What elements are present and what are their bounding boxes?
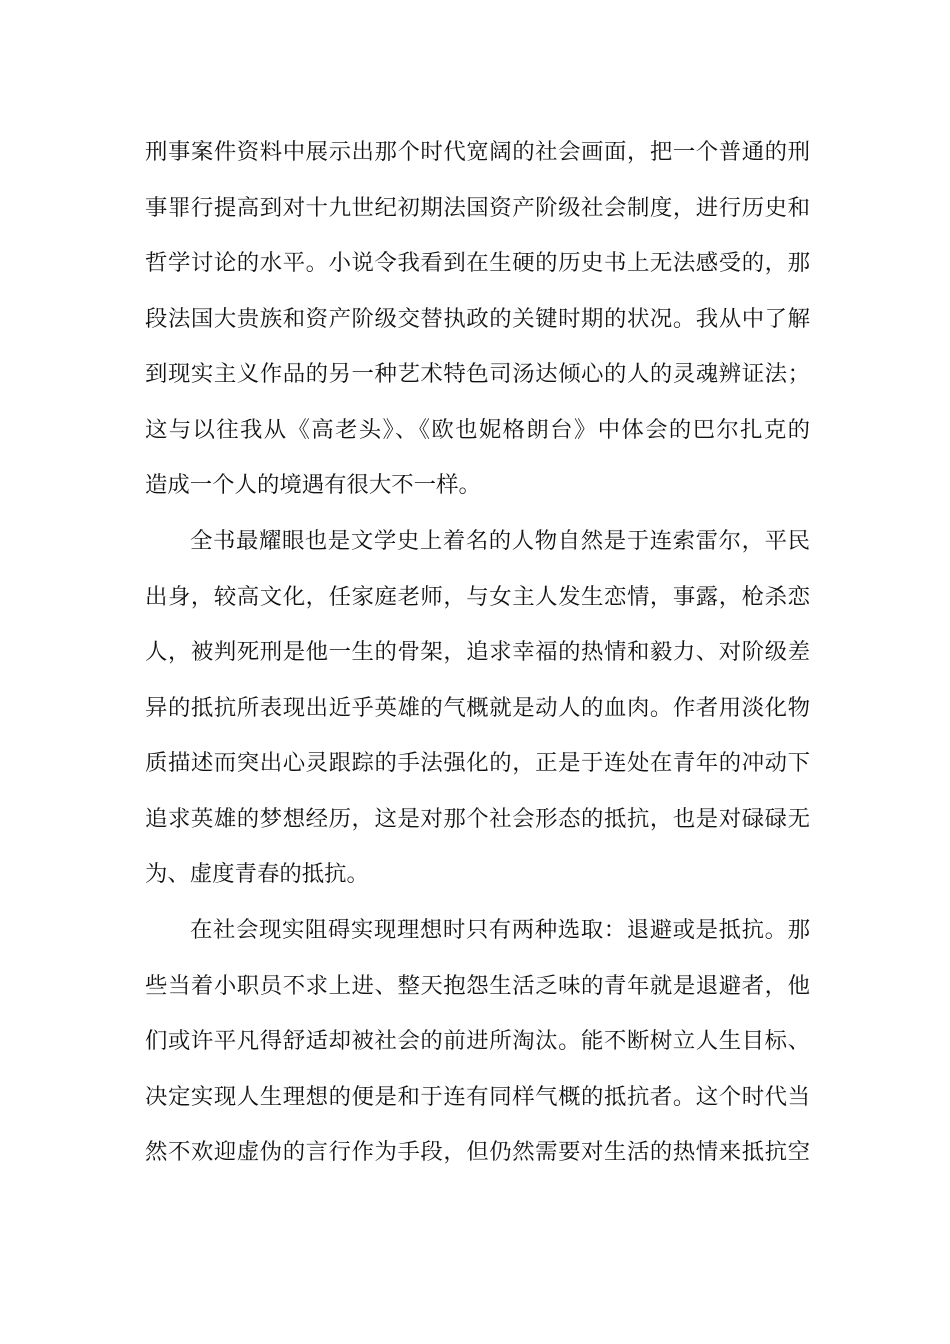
paragraph-line: 为、虚度青春的抵抗。 [145,861,369,887]
paragraph-first-line: 在社会现实阻碍实现理想时只有两种选取：退避或是抵抗。那 [190,917,810,943]
paragraph-line: 刑事案件资料中展示出那个时代宽阔的社会画面，把一个普通的刑 [145,139,810,165]
paragraph-line: 异的抵抗所表现出近乎英雄的气概就是动人的血肉。作者用淡化物 [145,695,810,721]
paragraph-line: 人，被判死刑是他一生的骨架，追求幸福的热情和毅力、对阶级差 [145,639,810,665]
paragraph-line: 哲学讨论的水平。小说令我看到在生硬的历史书上无法感受的，那 [145,250,810,276]
paragraph-line: 追求英雄的梦想经历，这是对那个社会形态的抵抗，也是对碌碌无 [145,806,810,832]
paragraph-line: 们或许平凡得舒适却被社会的前进所淘汰。能不断树立人生目标、 [145,1028,810,1054]
paragraph-line: 质描述而突出心灵跟踪的手法强化的，正是于连处在青年的冲动下 [145,750,810,776]
paragraph-first-line: 全书最耀眼也是文学史上着名的人物自然是于连索雷尔，平民 [190,528,810,554]
paragraph-line: 决定实现人生理想的便是和于连有同样气概的抵抗者。这个时代当 [145,1084,810,1110]
paragraph-line: 些当着小职员不求上进、整天抱怨生活乏味的青年就是退避者，他 [145,973,810,999]
paragraph-line: 造成一个人的境遇有很大不一样。 [145,472,481,498]
paragraph-line: 到现实主义作品的另一种艺术特色司汤达倾心的人的灵魂辨证法； [145,361,810,387]
paragraph-line: 事罪行提高到对十九世纪初期法国资产阶级社会制度，进行历史和 [145,195,810,221]
paragraph-line: 出身，较高文化，任家庭老师，与女主人发生恋情，事露，枪杀恋 [145,584,810,610]
paragraph-line: 这与以往我从《高老头》、《欧也妮格朗台》中体会的巴尔扎克的 [145,417,810,443]
paragraph-line: 段法国大贵族和资产阶级交替执政的关键时期的状况。我从中了解 [145,306,810,332]
paragraph-line: 然不欢迎虚伪的言行作为手段，但仍然需要对生活的热情来抵抗空 [145,1139,810,1165]
